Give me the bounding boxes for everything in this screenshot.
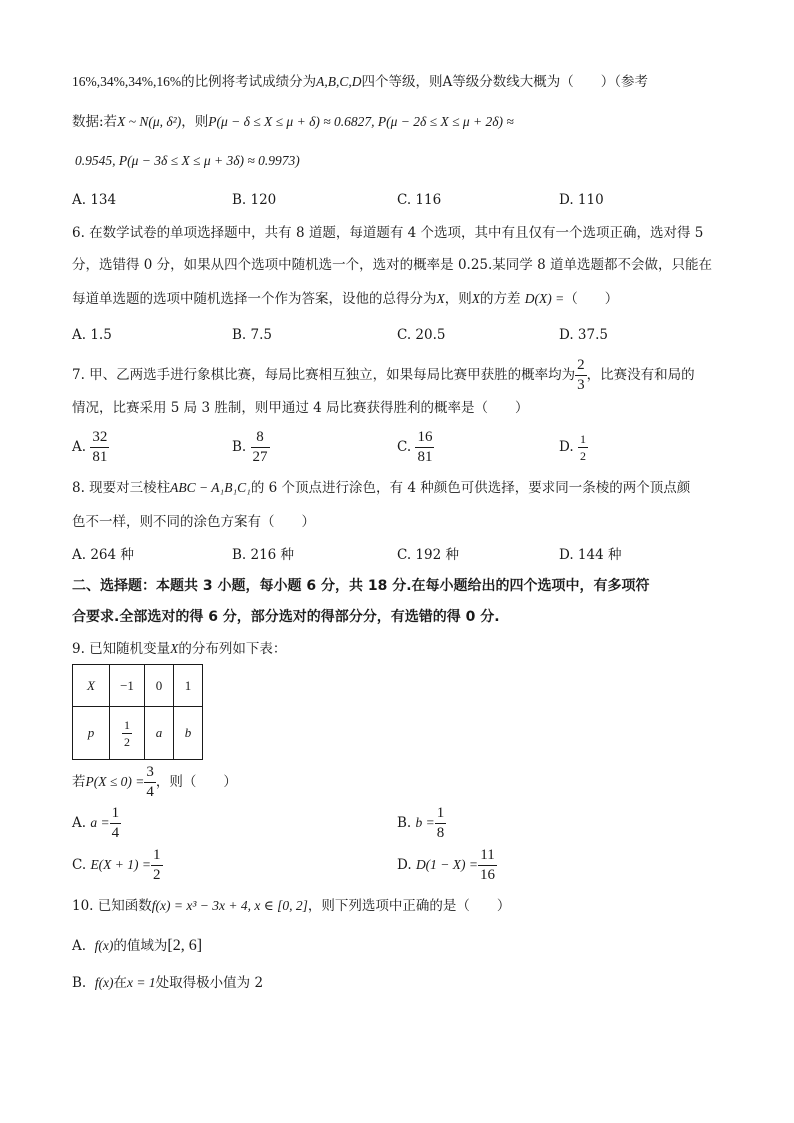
q6-blank: （ ） [564, 291, 619, 307]
table-cell: p [73, 707, 110, 760]
q5-stem-line3 [75, 150, 734, 172]
option-label: D. [559, 439, 574, 455]
fraction-numerator: 1 [110, 806, 122, 824]
fraction-numerator: 1 [579, 432, 586, 446]
option-fraction [435, 806, 447, 841]
q6-option-b: B. 7.5 [232, 327, 272, 343]
option-label: A. [72, 439, 87, 455]
option-text: 在 [113, 975, 128, 991]
q9-text-c: 若 [72, 774, 86, 790]
var-x: X [170, 641, 179, 656]
fraction-denominator: 2 [124, 734, 130, 749]
q5-text-a: 的比例将考试成绩分为 [181, 74, 317, 90]
q7-text-a: 7. 甲、乙两选手进行象棋比赛，每局比赛相互独立，如果每局比赛甲获胜的概率均为 [72, 367, 576, 383]
option-label: D. [397, 857, 412, 873]
option-label: C. [72, 857, 87, 873]
option-text: 处取得极小值为 2 [155, 975, 264, 991]
q7-option-a [72, 428, 109, 466]
prob-expr-2: 0.9545, P(μ − 3δ ≤ X ≤ μ + 3δ) ≈ 0.9973) [75, 153, 300, 168]
section2-heading-line1: 二、选择题：本题共 3 小题，每小题 6 分，共 18 分.在每小题给出的四个选项中，有多项符 [72, 578, 650, 594]
q7-option-b [232, 428, 270, 466]
option-text: 的值域为 [113, 938, 168, 954]
table-cell [110, 707, 145, 760]
fraction-denominator: 4 [111, 825, 120, 841]
fraction-denominator: 4 [146, 784, 154, 800]
q9-text-b: 的分布列如下表： [178, 641, 287, 657]
var-x: X [436, 291, 445, 306]
grade-letters: A,B,C,D [316, 74, 362, 89]
condition-fraction [144, 765, 156, 800]
fraction-numerator: 32 [90, 430, 109, 448]
q7-options [72, 428, 732, 466]
q5-option-c: C. 116 [397, 192, 442, 208]
option-fraction [478, 848, 497, 883]
q6-option-a: A. 1.5 [72, 327, 112, 343]
table-cell: 0 [145, 665, 174, 707]
table-cell: 1 [174, 665, 203, 707]
q8-option-d: D. 144 种 [559, 547, 622, 563]
option-fraction [415, 430, 434, 465]
option-label: B. [397, 815, 412, 831]
q6-text-a: 每道单选题的选项中随机选择一个作为答案，设他的总得分为 [72, 291, 437, 307]
option-label: B. [232, 439, 247, 455]
range-interval: [2, 6] [167, 937, 203, 954]
prob-fraction [575, 358, 587, 393]
option-fraction [90, 430, 109, 465]
q8-option-b: B. 216 种 [232, 547, 295, 563]
fraction-numerator: 2 [575, 358, 587, 376]
q6-text-b: ，则 [444, 291, 472, 307]
q9-option-a [72, 804, 121, 842]
fraction-denominator: 2 [579, 449, 586, 463]
option-label: A. [72, 815, 87, 831]
option-expr: b = [415, 815, 435, 830]
q6-line1: 6. 在数学试卷的单项选择题中，共有 8 道题，每道题有 4 个选项，其中有且仅有一个选项正确，选对得 5 [72, 225, 704, 241]
ref-label: 数据:若 [72, 114, 118, 130]
q6-text-c: 的方差 [480, 291, 521, 307]
q8-text-a: 8. 现要对三棱柱 [72, 480, 171, 496]
fraction-denominator: 27 [252, 449, 268, 465]
q8-line1 [72, 477, 734, 499]
option-fraction [251, 430, 270, 465]
fraction-numerator: 8 [251, 430, 270, 448]
normal-dist-expr: X ~ N(μ, δ²) [117, 114, 182, 129]
ref-then: ，则 [181, 114, 209, 130]
fraction-numerator: 1 [124, 717, 130, 732]
q9-option-b [397, 804, 446, 842]
condition-expr: P(X ≤ 0) = [85, 774, 145, 789]
q9-condition [72, 763, 734, 801]
q8-option-c: C. 192 种 [397, 547, 459, 563]
fraction-denominator: 81 [92, 449, 108, 465]
option-expr: E(X + 1) = [90, 857, 152, 872]
fraction-numerator: 1 [151, 848, 163, 866]
option-expr: D(1 − X) = [415, 857, 479, 872]
q7-option-c [397, 428, 434, 466]
table-row [73, 665, 203, 707]
q7-text-b: ，比赛没有和局的 [586, 367, 695, 383]
q5-option-b: B. 120 [232, 192, 277, 208]
distribution-table [72, 664, 203, 760]
table-cell: a [145, 707, 174, 760]
q6-options [72, 324, 732, 346]
q5-options [72, 189, 732, 211]
q5-text-b: 四个等级，则A等级分数线大概为（ ）（参考 [361, 74, 648, 90]
q5-option-a: A. 134 [72, 192, 117, 208]
q6-line2: 分，选错得 0 分，如果从四个选项中随机选一个，选对的概率是 0.25.某同学 8 道单选题都不会做，只能在 [72, 257, 712, 273]
function-name: f(x) [94, 938, 114, 953]
q6-line3 [72, 288, 734, 310]
option-label: C. [397, 439, 412, 455]
fraction-denominator: 16 [480, 867, 496, 883]
percent-ratios: 16%,34%,34%,16% [72, 74, 182, 89]
q9-option-c [72, 846, 163, 884]
q5-option-d: D. 110 [559, 192, 604, 208]
prism-name: ABC − A₁B₁C₁ [170, 480, 251, 495]
q8-options [72, 544, 732, 566]
q10-option-a [72, 935, 734, 957]
option-expr: a = [90, 815, 110, 830]
fraction-denominator: 2 [153, 867, 161, 883]
q10-text-b: ，则下列选项中正确的是（ ） [307, 898, 511, 914]
fraction-numerator: 11 [478, 848, 497, 866]
q8-text-b: 的 6 个顶点进行涂色，有 4 种颜色可供选择，要求同一条棱的两个顶点颜 [250, 480, 691, 496]
q5-stem-line1 [72, 71, 734, 93]
q9-options-row2 [72, 846, 732, 884]
variance-expr: D(X) = [524, 291, 565, 306]
option-fraction [151, 848, 163, 883]
option-label: B. [72, 975, 87, 991]
q7-line1 [72, 356, 734, 394]
q8-option-a: A. 264 种 [72, 547, 134, 563]
table-cell: b [174, 707, 203, 760]
q9-options-row1 [72, 804, 732, 842]
q9-line1 [72, 638, 734, 660]
q6-option-d: D. 37.5 [559, 327, 608, 343]
fraction-denominator: 3 [577, 377, 585, 393]
function-name: f(x) [94, 975, 114, 990]
q10-line1 [72, 895, 734, 917]
q9-text-a: 9. 已知随机变量 [72, 641, 171, 657]
q9-option-d [397, 846, 497, 884]
option-label: A. [72, 938, 87, 954]
q6-option-c: C. 20.5 [397, 327, 446, 343]
q8-line2: 色不一样，则不同的涂色方案有（ ） [72, 514, 315, 530]
fraction-denominator: 81 [417, 449, 433, 465]
x-value: x = 1 [127, 975, 156, 990]
var-x: X [471, 291, 480, 306]
cell-fraction [122, 719, 132, 748]
fraction-numerator: 16 [415, 430, 434, 448]
q7-option-d [559, 428, 588, 466]
q10-text-a: 10. 已知函数 [72, 898, 152, 914]
q7-line2: 情况，比赛采用 5 局 3 胜制，则甲通过 4 局比赛获得胜利的概率是（ ） [72, 400, 529, 416]
option-fraction [110, 806, 122, 841]
table-cell: X [73, 665, 110, 707]
fraction-numerator: 3 [144, 765, 156, 783]
table-row [73, 707, 203, 760]
option-fraction [578, 433, 588, 462]
q9-text-d: ，则（ ） [155, 774, 237, 790]
prob-expr-1: P(μ − δ ≤ X ≤ μ + δ) ≈ 0.6827, P(μ − 2δ ≤ X ≤ μ + 2δ) ≈ [208, 114, 514, 129]
fraction-numerator: 1 [435, 806, 447, 824]
fraction-denominator: 8 [436, 825, 445, 841]
q10-option-b [72, 972, 734, 994]
q5-stem-line2 [72, 111, 734, 133]
function-expr: f(x) = x³ − 3x + 4, x ∈ [0, 2] [151, 898, 308, 913]
section2-heading-line2: 合要求.全部选对的得 6 分，部分选对的得部分分，有选错的得 0 分. [72, 609, 500, 625]
table-cell: −1 [110, 665, 145, 707]
